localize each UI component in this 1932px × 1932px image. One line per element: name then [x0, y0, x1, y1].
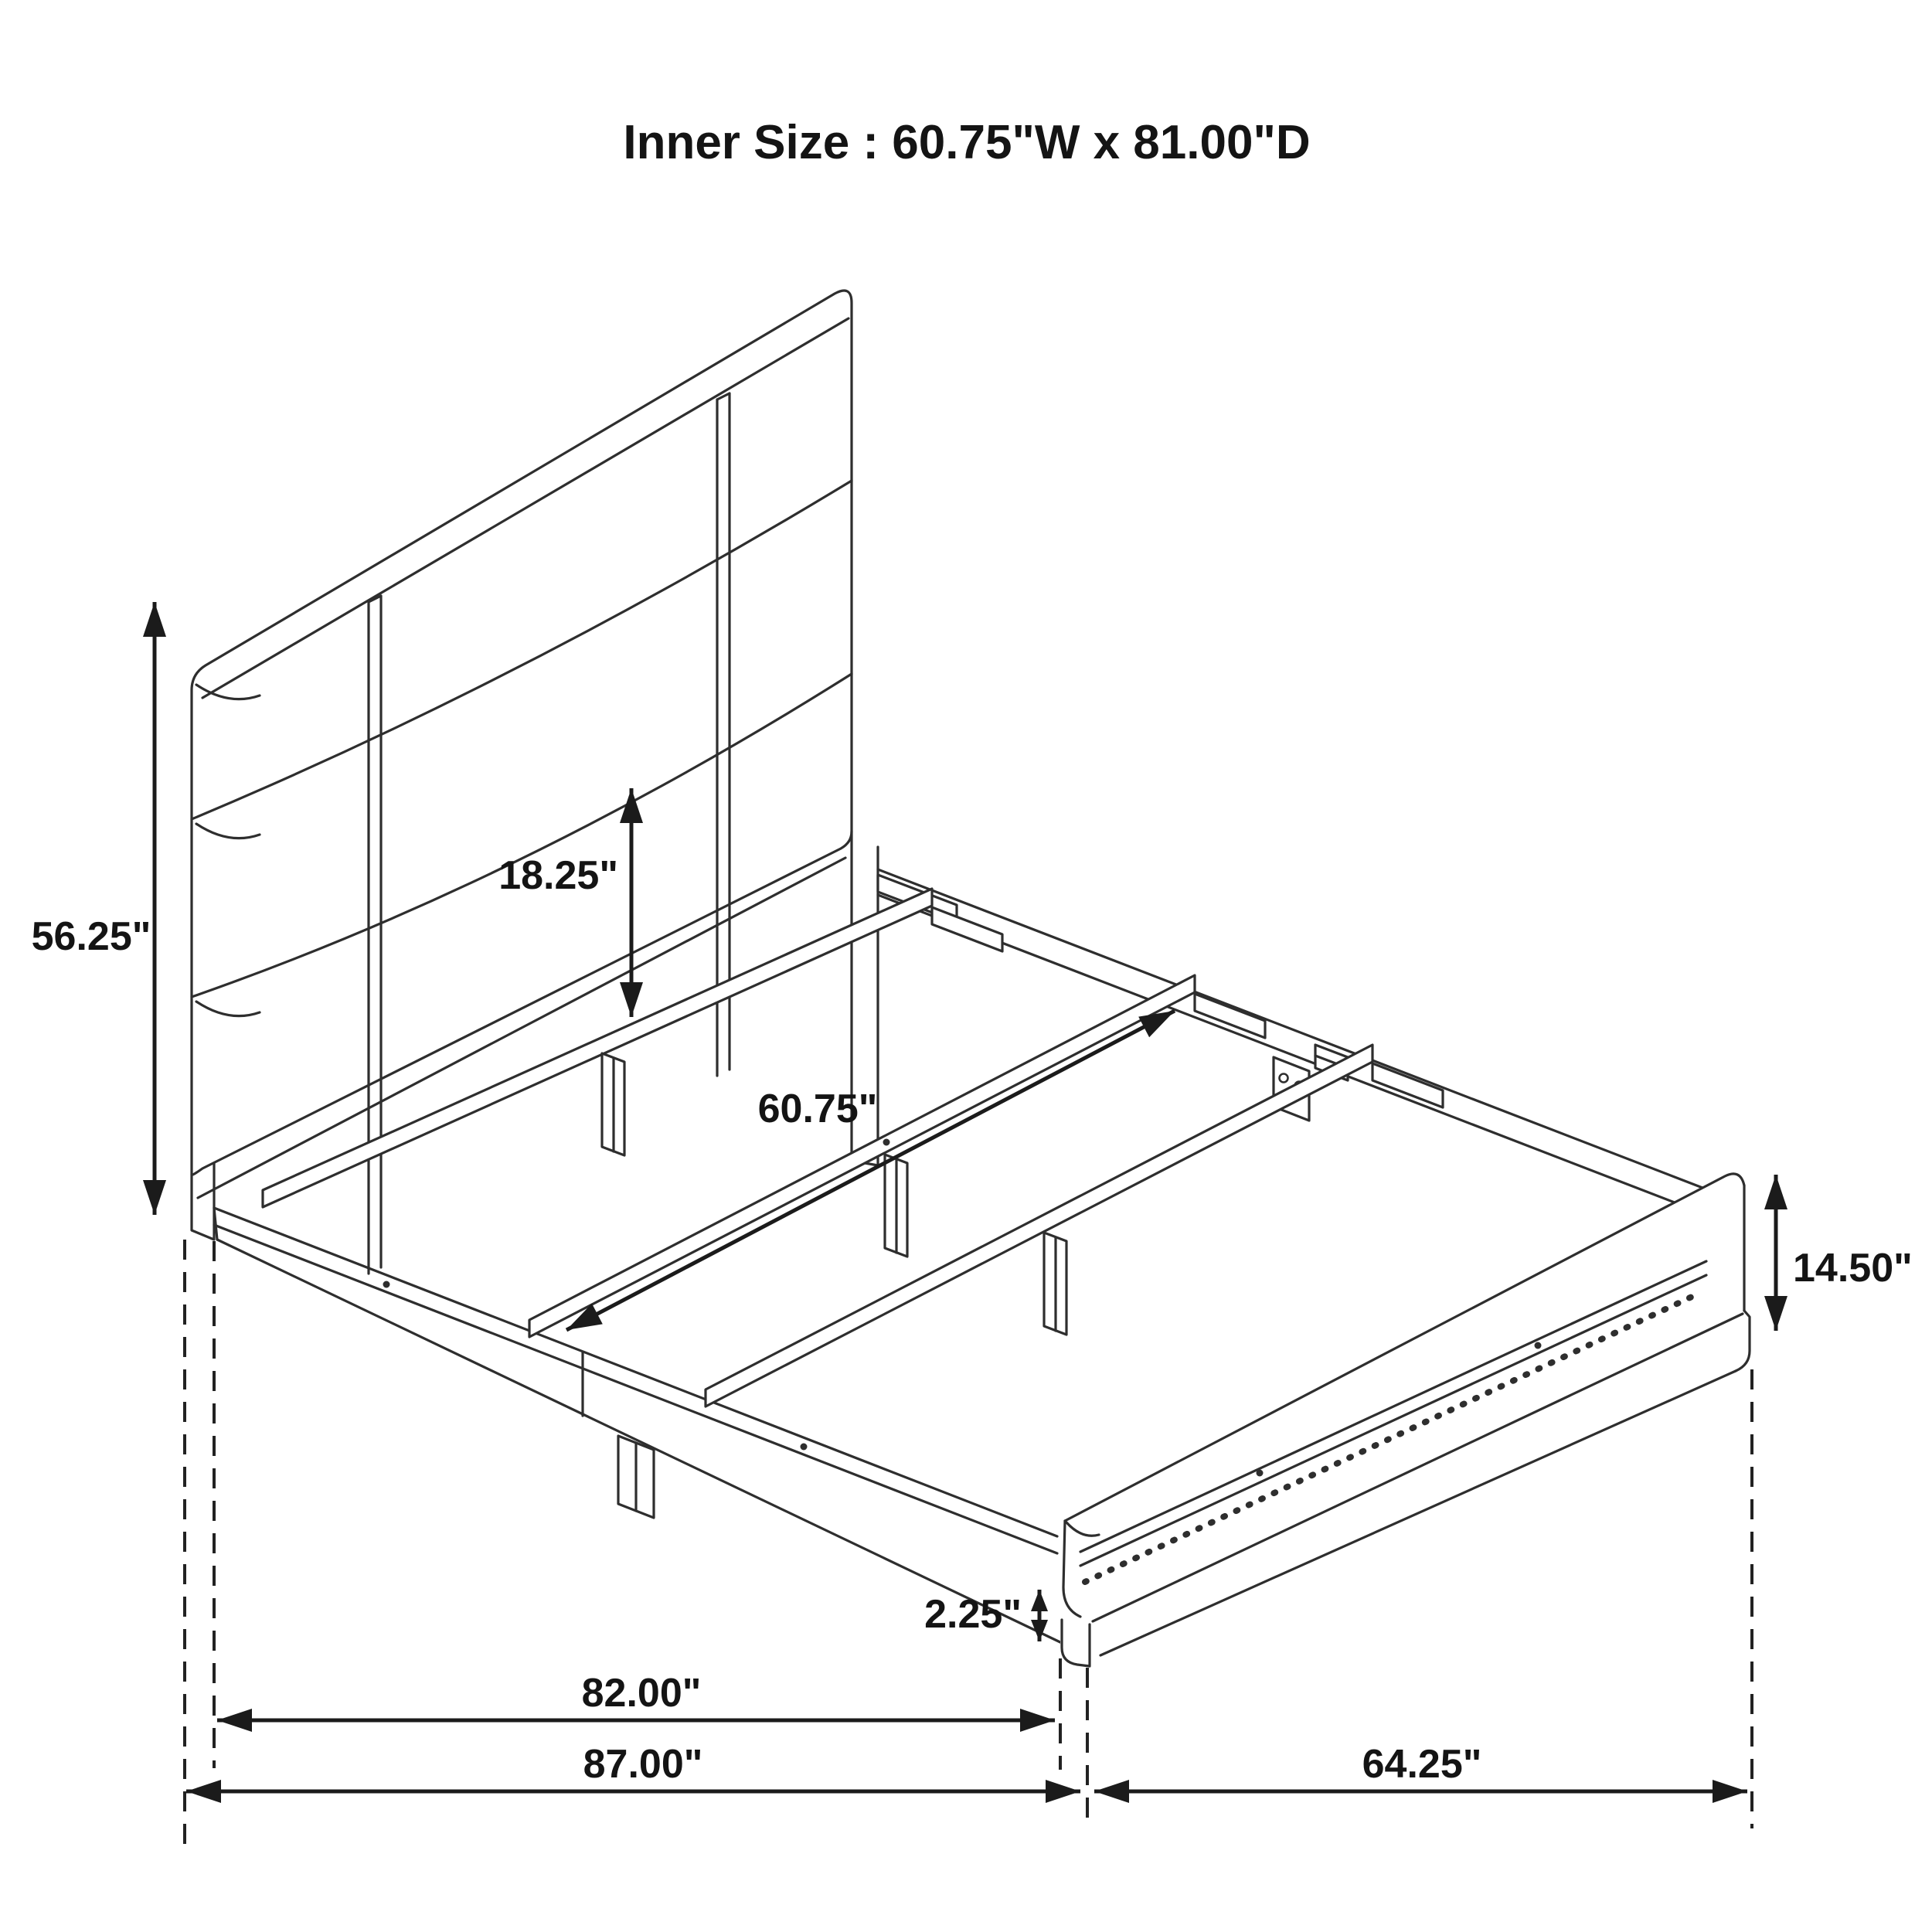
screw-dot [1257, 1470, 1264, 1477]
screw-dot [801, 1444, 808, 1451]
dim-label-headboard-clearance: 18.25" [498, 853, 618, 898]
dim-label-inner-length: 82.00" [581, 1671, 702, 1716]
dim-headboard-height [32, 602, 155, 1215]
dim-inner-length [217, 1671, 1055, 1720]
dim-label-footboard-height: 14.50" [1793, 1246, 1913, 1291]
front-rail-bottom-edge [217, 1240, 1062, 1643]
screw-dot [883, 1139, 890, 1146]
screw-dot [383, 1281, 390, 1288]
dim-footboard-height [1776, 1175, 1913, 1331]
dim-foot-height [924, 1590, 1039, 1641]
footboard [1060, 1165, 1753, 1668]
dim-label-inner-width: 60.75" [757, 1087, 878, 1131]
dim-overall-length [186, 1742, 1080, 1791]
far-side-rail [878, 869, 1733, 1225]
far-rail-bottom-edge [878, 895, 1733, 1225]
diagram-title: Inner Size : 60.75"W x 81.00"D [623, 116, 1311, 169]
screw-dot [1535, 1342, 1542, 1349]
far-rail-top-edge [878, 869, 1733, 1199]
dim-label-overall-length: 87.00" [583, 1742, 703, 1787]
dim-label-overall-width: 64.25" [1362, 1742, 1482, 1787]
slat-cleat [1372, 1063, 1443, 1107]
footboard-mask [1060, 1165, 1753, 1668]
dim-label-headboard-height: 56.25" [31, 914, 151, 959]
dim-inner-width [566, 1011, 1175, 1330]
dim-overall-width [1094, 1742, 1747, 1791]
dim-label-foot-height: 2.25" [924, 1592, 1022, 1637]
